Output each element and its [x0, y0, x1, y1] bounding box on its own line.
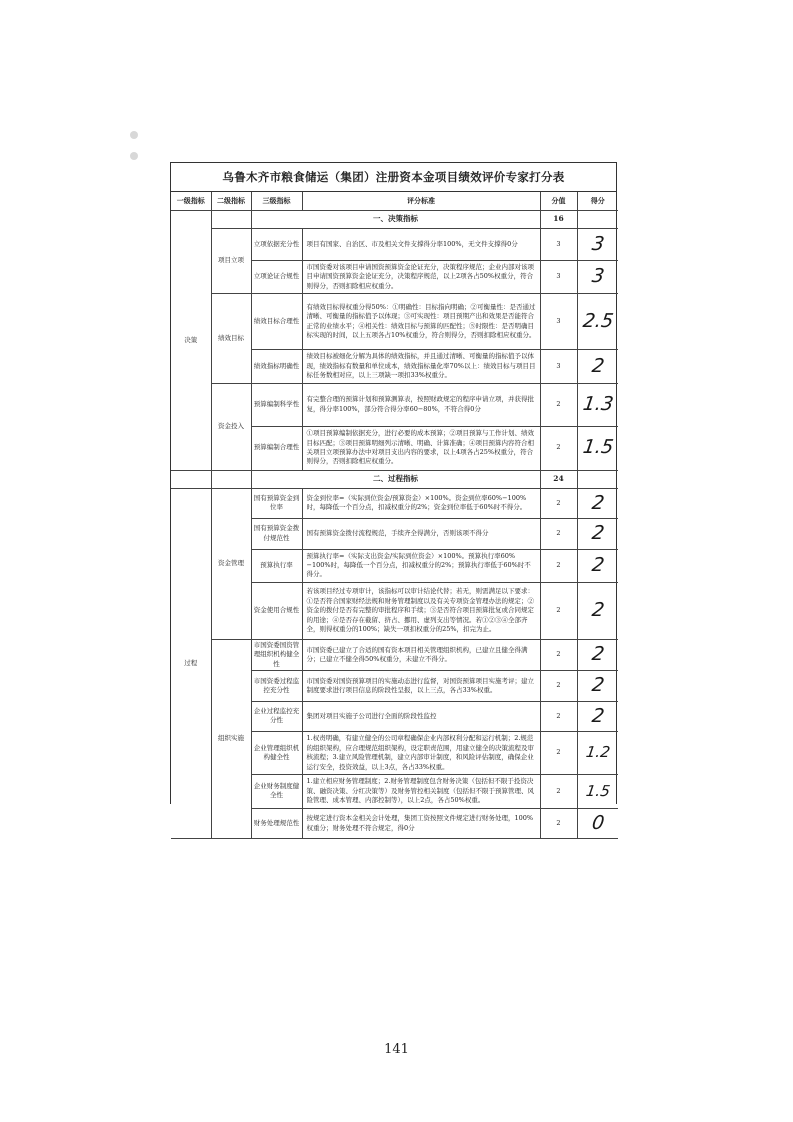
level3-cell: 企业财务制度健全性	[251, 774, 302, 808]
level3-cell: 企业过程监控充分性	[251, 701, 302, 732]
header-level3: 三级指标	[251, 192, 302, 211]
level3-cell: 市国资委国资管理组织机构健全性	[251, 639, 302, 670]
section-total: 24	[540, 470, 577, 488]
level3-cell: 国有预算资金拨付规范性	[251, 519, 302, 550]
level2-cell: 组织实施	[211, 639, 251, 839]
score-cell	[577, 229, 618, 261]
handwritten-score: 3	[590, 265, 606, 288]
level3-cell: 财务处理规范性	[251, 808, 302, 839]
handwritten-score: 3	[590, 232, 606, 255]
score-cell	[577, 426, 618, 470]
handwritten-score: 2	[590, 522, 606, 545]
level3-cell: 立项论证合规性	[251, 261, 302, 294]
max-score-cell: 2	[540, 671, 577, 702]
punch-hole	[130, 131, 138, 139]
blank-cell	[211, 211, 251, 229]
score-sheet	[170, 162, 617, 834]
handwritten-score: 2	[590, 599, 606, 622]
criteria-cell: 资金到位率=（实际到位资金/预算资金）×100%。资金到位率60%−100%时，每降低一个百分点，扣减权重分的2%；资金到位率低于60%时不得分。	[302, 488, 540, 519]
criteria-cell: 市国资委对该项目申请国资预算资金论证充分，决策程序规范；企业内部对该项目申请国资预算资金论证充分，决策程序规范，以上2项各占50%权重分，符合则得分，否则扣除相应权重分。	[302, 261, 540, 294]
blank-cell	[171, 470, 211, 488]
handwritten-score: 2	[590, 643, 606, 666]
section-title: 一、决策指标	[251, 211, 540, 229]
blank-cell	[211, 470, 251, 488]
max-score-cell: 2	[540, 582, 577, 639]
level2-cell: 资金管理	[211, 488, 251, 639]
score-cell	[577, 808, 618, 839]
table-header-row	[171, 192, 618, 211]
max-score-cell: 3	[540, 294, 577, 350]
header-criteria: 评分标准	[302, 192, 540, 211]
table-row	[171, 488, 618, 519]
max-score-cell: 2	[540, 549, 577, 582]
max-score-cell: 2	[540, 639, 577, 670]
score-cell	[577, 294, 618, 350]
criteria-cell: 1.建立相应财务管理制度；2.财务管理制度包含财务决策（包括但不限于投资决策、融资决策、分红决策等）及财务管控相关制度（包括但不限于预算管理、风险管理、成本管理、内部控制等），以上2点，各占50%权重。	[302, 774, 540, 808]
max-score-cell: 2	[540, 732, 577, 775]
header-score: 得分	[577, 192, 618, 211]
score-cell	[577, 383, 618, 426]
max-score-cell: 2	[540, 426, 577, 470]
level3-cell: 预算执行率	[251, 549, 302, 582]
table-row	[171, 229, 618, 261]
max-score-cell: 2	[540, 774, 577, 808]
level3-cell: 企业管理组织机构健全性	[251, 732, 302, 775]
score-cell	[577, 488, 618, 519]
handwritten-score: 2	[590, 704, 606, 727]
level3-cell: 资金使用合规性	[251, 582, 302, 639]
table-row	[171, 639, 618, 670]
criteria-cell: 按规定进行资本金相关会计处理，集团工资按照文件规定进行财务处理，100%权重分；财务处理不符合规定，得0分	[302, 808, 540, 839]
handwritten-score: 2	[590, 674, 606, 697]
level3-cell: 绩效指标明确性	[251, 350, 302, 383]
sheet-title: 乌鲁木齐市粮食储运（集团）注册资本金项目绩效评价专家打分表	[171, 163, 616, 192]
level3-cell: 预算编制科学性	[251, 383, 302, 426]
table-row	[171, 294, 618, 350]
section-row	[171, 211, 618, 229]
handwritten-score: 2.5	[581, 309, 615, 332]
header-level1: 一级指标	[171, 192, 211, 211]
section-row	[171, 470, 618, 488]
handwritten-score: 1.3	[581, 392, 615, 415]
handwritten-score: 1.2	[584, 743, 612, 762]
handwritten-score: 2	[590, 491, 606, 514]
criteria-cell: 国有预算资金拨付流程规范，手续齐全得满分，否则该项不得分	[302, 519, 540, 550]
max-score-cell: 2	[540, 701, 577, 732]
header-max-score: 分值	[540, 192, 577, 211]
handwritten-score: 0	[590, 811, 606, 834]
max-score-cell: 2	[540, 808, 577, 839]
level3-cell: 预算编制合理性	[251, 426, 302, 470]
score-cell	[577, 639, 618, 670]
blank-cell	[577, 211, 618, 229]
blank-cell	[577, 470, 618, 488]
criteria-cell: 市国资委已建立了合适的国有资本项目相关管理组织机构，已建立且健全得满分；已建立不健全得50%权重分，未建立不得分。	[302, 639, 540, 670]
page-number: 141	[384, 1042, 409, 1057]
level2-cell: 资金投入	[211, 383, 251, 470]
punch-hole	[130, 152, 138, 160]
criteria-cell: 项目有国家、自治区、市及相关文件支撑得分率100%，无文件支撑得0分	[302, 229, 540, 261]
criteria-cell: 市国资委对国资预算项目的实施动态进行监督，对国资预算项目实施考评；建立制度要求进行项目信息的阶段性呈报，以上三点，各占33%权重。	[302, 671, 540, 702]
criteria-cell: 集团对项目实施子公司进行全面的阶段性监控	[302, 701, 540, 732]
max-score-cell: 3	[540, 229, 577, 261]
max-score-cell: 3	[540, 261, 577, 294]
handwritten-score: 2	[590, 553, 606, 576]
level3-cell: 市国资委过程监控充分性	[251, 671, 302, 702]
score-cell	[577, 549, 618, 582]
table-row	[171, 383, 618, 426]
handwritten-score: 1.5	[584, 781, 612, 800]
score-cell	[577, 582, 618, 639]
score-cell	[577, 350, 618, 383]
max-score-cell: 2	[540, 488, 577, 519]
criteria-cell: 预算执行率=（实际支出资金/实际到位资金）×100%。预算执行率60%−100%时，每降低一个百分点，扣减权重分的2%；预算执行率低于60%时不得分。	[302, 549, 540, 582]
max-score-cell: 3	[540, 350, 577, 383]
handwritten-score: 2	[590, 354, 606, 377]
criteria-cell: 有绩效目标得权重分得50%：①明确性：目标指向明确；②可衡量性：是否通过清晰、可衡量的指标值予以体现；③可实现性：项目预期产出和效果是否能符合正常的业绩水平；④相关性：绩效目标与预算的匹配性；⑤时限性：是否明确目标实现的时间，以上五项各占10%权重分，符合则得分，否则扣除相应权重分。	[302, 294, 540, 350]
level3-cell: 国有预算资金到位率	[251, 488, 302, 519]
score-cell	[577, 774, 618, 808]
criteria-cell: 有完整合理的预算计划和预算测算表，按照财政规定的程序申请立项，并获得批复，得分率100%，部分符合得分率60−80%，不符合得0分	[302, 383, 540, 426]
header-level2: 二级指标	[211, 192, 251, 211]
max-score-cell: 2	[540, 519, 577, 550]
criteria-cell: 1.权责明确，有建立健全的公司章程确保企业内部权利分配和运行机制；2.规范的组织架构，应合理规范组织架构，设定职责范围，用建立健全的决策流程及审核流程；3.建立风险管理机制，建立内部审计制度，和风险评估制度，确保企业运行安全，投资效益，以上3点，各占33%权重。	[302, 732, 540, 775]
max-score-cell: 2	[540, 383, 577, 426]
section-title: 二、过程指标	[251, 470, 540, 488]
criteria-cell: ①项目预算编制依据充分，进行必要的成本预算；②项目预算与工作计划、绩效目标匹配；③项目预算明细列示清晰、明确、计算准确；④项目预算内容符合相关项目立项预算办法中对项目支出内容的要求，以上4项各占25%权重分，符合则得分，否则扣除相应权重分。	[302, 426, 540, 470]
criteria-cell: 若该项目经过专项审计，该指标可以审计结论代替；若无，则需满足以下要求：①是否符合国家财经法规和财务管理制度以及有关专项资金管理办法的规定；②资金的拨付是否有完整的审批程序和手续；③是否符合项目预算批复或合同规定的用途；④是否存在截留、挤占、挪用、虚列支出等情况。若①②③④全部齐全，则得权重分的100%；缺失一项扣权重分的25%，扣完为止。	[302, 582, 540, 639]
section-total: 16	[540, 211, 577, 229]
score-table	[171, 192, 618, 839]
criteria-cell: 绩效目标被细化分解为具体的绩效指标，并且通过清晰、可衡量的指标值予以体现，绩效指标有数量和单位成本，绩效指标量化率70%以上：绩效目标与项目目标任务数相对应，以上三项缺一项扣33%权重分。	[302, 350, 540, 383]
score-cell	[577, 671, 618, 702]
level3-cell: 绩效目标合理性	[251, 294, 302, 350]
level3-cell: 立项依据充分性	[251, 229, 302, 261]
score-cell	[577, 519, 618, 550]
score-cell	[577, 261, 618, 294]
level1-cell-process: 过程	[171, 488, 211, 839]
score-cell	[577, 732, 618, 775]
score-cell	[577, 701, 618, 732]
level2-cell: 项目立项	[211, 229, 251, 294]
level2-cell: 绩效目标	[211, 294, 251, 383]
handwritten-score: 1.5	[581, 436, 615, 459]
level1-cell-decision: 决策	[171, 211, 211, 471]
